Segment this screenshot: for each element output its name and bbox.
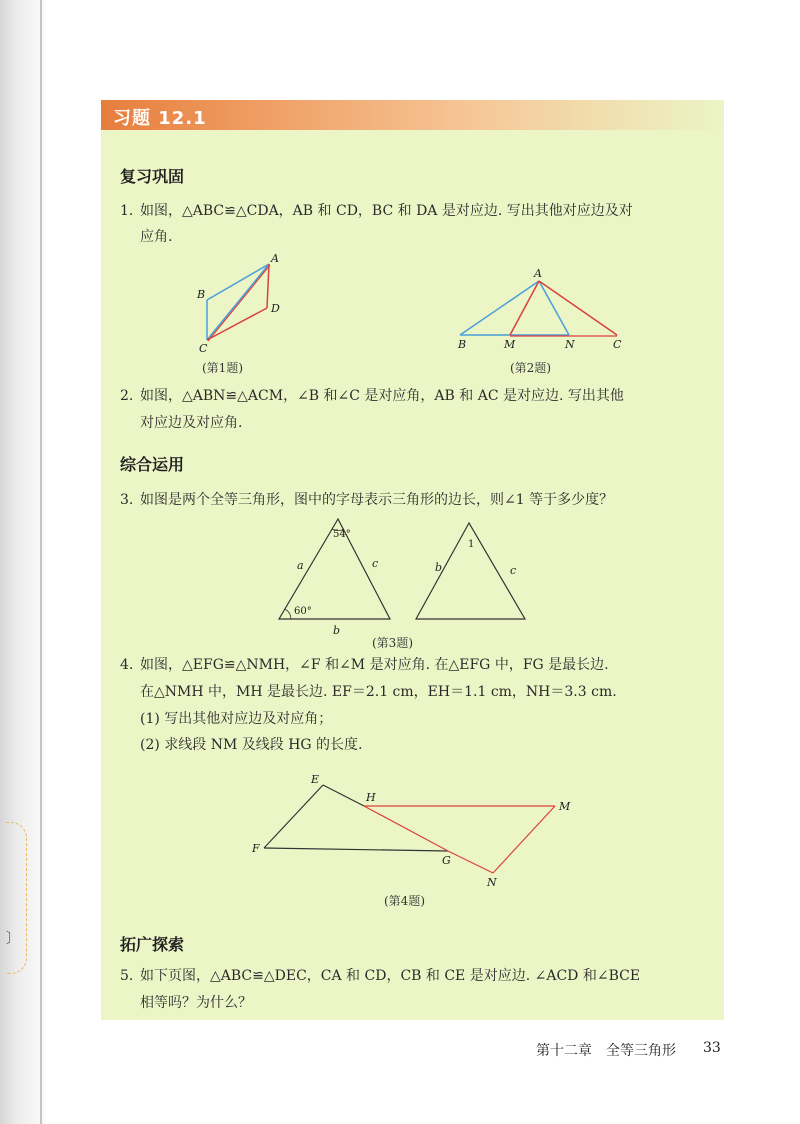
problem-3-text-1: 如图是两个全等三角形，图中的字母表示三角形的边长，则∠1 等于多少度？ <box>140 492 614 508</box>
f3-triangle-right <box>416 523 525 619</box>
problem-4-text-1: 如图，△EFG≌△NMH，∠F 和∠M 是对应角. 在△EFG 中，FG 是最长边. <box>140 657 609 673</box>
problem-5-line-2: 相等吗？为什么？ <box>140 995 252 1011</box>
problem-1-text-1: 如图，△ABC≌△CDA，AB 和 CD，BC 和 DA 是对应边. 写出其他对应边及对 <box>140 203 633 219</box>
f1-edge-ba <box>207 264 269 300</box>
problem-2-text-1: 如图，△ABN≌△ACM，∠B 和∠C 是对应角，AB 和 AC 是对应边. 写出其他 <box>140 388 624 404</box>
problem-4-line-2: 在△NMH 中，MH 是最长边. EF＝2.1 cm，EH＝1.1 cm，NH＝3.3 cm. <box>140 684 617 700</box>
f4-label-n: N <box>487 876 497 889</box>
f4-edge-mn <box>493 806 555 873</box>
f3-label-b2: b <box>435 561 443 574</box>
f4-label-m: M <box>559 800 571 813</box>
f2-edge-an <box>539 281 569 335</box>
problem-5-line-1 <box>120 966 640 986</box>
f3-label-c2: c <box>510 564 517 577</box>
figure-3-caption: (第3题) <box>372 636 413 650</box>
f1-edge-dc <box>207 308 267 340</box>
problem-2-number: 2. <box>120 388 134 404</box>
figure-2-caption: (第2题) <box>510 361 551 375</box>
f4-edge-hg <box>364 806 448 851</box>
f2-label-m: M <box>504 338 516 351</box>
problem-1-number: 1. <box>120 203 134 219</box>
problem-2-line-2: 对应边及对应角. <box>140 415 243 431</box>
f4-edge-ef <box>264 785 323 848</box>
f2-label-b: B <box>458 338 467 351</box>
exercise-title: 习题 12.1 <box>113 108 207 129</box>
f2-edge-ab <box>460 281 539 335</box>
problem-4-number: 4. <box>120 657 134 673</box>
f1-label-c: C <box>199 342 208 355</box>
problem-3-line-1 <box>120 490 613 510</box>
figure-1 <box>101 100 724 1020</box>
f4-edge-fg <box>264 848 448 851</box>
f3-label-54: 54° <box>333 529 351 540</box>
problem-5-text-1: 如下页图，△ABC≌△DEC，CA 和 CD，CB 和 CE 是对应边. ∠ACD 和∠BCE <box>140 968 641 984</box>
side-dashed-mark <box>6 822 27 974</box>
section-title-explore: 拓广探索 <box>120 935 185 954</box>
f2-label-c: C <box>613 338 622 351</box>
problem-3-number: 3. <box>120 492 134 508</box>
f4-edge-gn <box>448 851 493 873</box>
f1-edge-ca-red <box>208 265 270 341</box>
f1-edge-ca-blue <box>207 264 269 340</box>
f2-label-a: A <box>534 267 542 280</box>
spine-line <box>40 0 42 1124</box>
section-title-review: 复习巩固 <box>120 167 185 186</box>
problem-5-number: 5. <box>120 968 134 984</box>
footer-chapter: 第十二章 全等三角形 <box>536 1043 676 1059</box>
f1-edge-ad <box>267 264 269 308</box>
f3-label-b: b <box>333 624 341 637</box>
section-title-apply: 综合运用 <box>120 455 185 474</box>
f4-label-h: H <box>366 791 376 804</box>
exercise-panel <box>101 100 724 1020</box>
problem-4-line-1 <box>120 655 609 675</box>
f3-label-a: a <box>297 559 304 572</box>
f4-edge-eh <box>323 785 364 806</box>
problem-4-sub-2: (2) 求线段 NM 及线段 HG 的长度. <box>140 737 363 753</box>
problem-4-sub-1: (1) 写出其他对应边及对应角； <box>140 711 333 727</box>
problem-2-line-1 <box>120 386 624 406</box>
f4-label-f: F <box>252 842 260 855</box>
side-glyph: 〕 <box>6 931 20 947</box>
footer-page-number: 33 <box>703 1040 721 1056</box>
f3-label-c: c <box>372 557 379 570</box>
f4-label-g: G <box>442 854 451 867</box>
f3-label-60: 60° <box>294 606 312 617</box>
f4-label-e: E <box>311 773 320 786</box>
figure-1-caption: (第1题) <box>202 361 243 375</box>
f2-edge-am <box>510 281 539 335</box>
problem-1-line-2: 应角. <box>140 229 173 245</box>
f2-edge-ac <box>539 281 617 335</box>
f1-label-b: B <box>197 288 206 301</box>
figure-4-caption: (第4题) <box>384 894 425 908</box>
f3-angle-arc-60 <box>285 609 291 619</box>
f3-label-1: 1 <box>468 539 475 550</box>
f2-label-n: N <box>565 338 575 351</box>
f1-label-d: D <box>271 302 280 315</box>
f1-label-a: A <box>271 252 279 265</box>
